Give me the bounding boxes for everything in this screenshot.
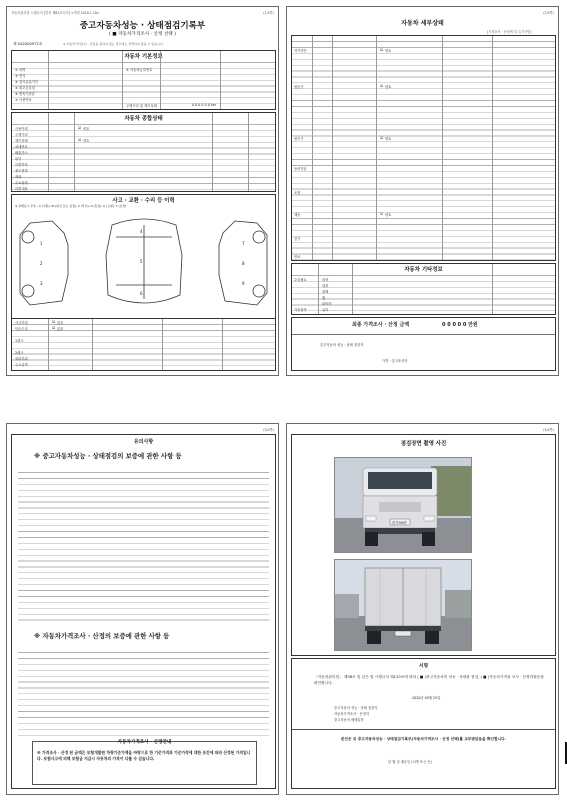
accident-field-label: 외판부위 — [15, 357, 28, 361]
detail-group-label: 제동 — [294, 213, 301, 217]
general-field-label: 계기상태 — [15, 139, 28, 143]
buyer-sign-line: 년 월 일 매수인 (서명 또는 인) — [388, 760, 432, 764]
signer-label: 가격 · 중고조사자 — [382, 359, 408, 363]
good-label: 양호 — [83, 127, 90, 131]
document-number: 제 042000972호 — [13, 42, 43, 46]
detail-status-table — [291, 35, 556, 261]
other-field-label: 휠 — [322, 296, 326, 300]
other-field-label: 기본품목 — [294, 308, 307, 312]
page-number: (2/4쪽) — [543, 11, 554, 15]
car-diagram — [12, 215, 275, 315]
final-price-title: 최종 가격조사 · 산정 금액 — [352, 322, 410, 328]
detail-status-title: 자동차 세부상태 — [401, 20, 444, 27]
other-field-label: 내장 — [322, 284, 329, 288]
panel-number: 7 — [242, 241, 245, 246]
basic-field-label: ⑤ 최초등록일 — [15, 86, 35, 90]
checked-box-icon: ☑ — [52, 320, 56, 324]
other-info-section — [291, 263, 556, 315]
mileage-value: 0 0 0 0 0 0 km — [192, 103, 216, 107]
section-heading: ※ 자동차가격조사 · 산정의 보증에 관한 사항 등 — [34, 632, 170, 640]
accident-field-label: 단순수리 — [15, 327, 28, 331]
signer-label: 자동차가격조사 · 산정자 — [334, 712, 369, 716]
receipt-confirmation: 본인은 위 중고자동차성능 · 상태점검기록부(자동차가격조사 · 산정 선택)를 교부받았음을 확인합니다. — [340, 737, 507, 741]
truck-rear-photo — [334, 559, 472, 651]
detail-legend: [가격조사 · 산정액 및 특기사항] — [487, 30, 532, 34]
detail-group-label: 동력전달 — [294, 167, 307, 171]
detail-group-label: 연료 — [294, 255, 301, 259]
general-field-label: 배출가스 — [15, 151, 28, 155]
panel-number: 5 — [140, 259, 143, 264]
photo-box — [291, 434, 556, 656]
other-field-label: 유리 — [322, 308, 329, 312]
paragraph-block — [18, 467, 269, 625]
signature-box — [291, 658, 556, 789]
panel-number: 8 — [242, 261, 245, 266]
signer-label: 중고자동차 성능 · 상태 점검자 — [320, 343, 364, 347]
general-field-label: 주요옵션 — [15, 181, 28, 185]
general-field-label: 사용이력 — [15, 127, 28, 131]
panel-number: 6 — [140, 291, 143, 296]
accident-table — [12, 318, 275, 370]
accident-field-label: 1랭크 — [15, 339, 24, 343]
signature-text: 「자동차관리법」 제58조 및 같은 법 시행규칙 제120조에 따라 ( ■ )중고자동차의 성능 · 상태를 점검, ( ■ )자동차가격을 조사 · 산정하였음을 확인합니다. — [314, 675, 544, 685]
accident-history-title: 사고 · 교환 · 수리 등 이력 — [112, 198, 175, 204]
signer-label: 중고자동차 매매업자 — [334, 718, 364, 722]
good-label: 양호 — [83, 139, 90, 143]
page-title: 중고자동차성능 · 상태점검기록부 — [79, 21, 206, 31]
signer-label: 중고자동차 성능 · 상태 점검자 — [334, 706, 378, 710]
general-status-section — [11, 112, 276, 192]
general-field-label: 용도변경 — [15, 169, 28, 173]
form-page-1 — [6, 6, 279, 376]
good-label: 양호 — [385, 49, 392, 53]
notice-page-3 — [6, 423, 279, 795]
price-notice-box — [32, 741, 257, 785]
price-notice-text: ※ 가격조사 · 산정 된 금액은 보험개발원 차량기준가액을 바탕으로 한 기준가격과 기준가격에 대한 조건에 따라 산정된 가격입니다. 보험사고에 의해 보험금 지급시 자동차의 가격이 다를 수 있습니다. — [37, 750, 251, 761]
panel-number: 2 — [40, 261, 43, 266]
car-side-left-outline — [20, 221, 68, 305]
checked-box-icon: ☑ — [380, 212, 384, 216]
panel-number: 3 — [40, 281, 43, 286]
basic-info-section — [11, 50, 276, 110]
basic-field-label: ⑥ 변속기종류 — [15, 92, 35, 96]
mileage-label: 주행거리 및 계기상태 — [126, 104, 157, 108]
accident-field-label: 사고이력 — [15, 321, 28, 325]
good-label: 양호 — [385, 137, 392, 141]
basic-field-label: ② 자동차등록번호 — [126, 68, 153, 72]
basic-field-label: ③ 연식 — [15, 74, 26, 78]
basic-field-label: ⑦ 사용연료 — [15, 98, 32, 102]
other-field-label: 광택 — [322, 290, 329, 294]
general-status-title: 자동차 종합상태 — [12, 114, 275, 122]
page-header-left: 자동차관리법 시행규칙 [별지 제82호서식] <개정 2018.1.18> — [11, 11, 100, 15]
panel-number: 4 — [140, 229, 143, 234]
signature-title: 서명 — [418, 664, 429, 669]
section-heading: ※ 중고자동차성능 · 상태점검의 보증에 관한 사항 등 — [34, 452, 182, 460]
basic-field-label: ④ 검사유효기간 — [15, 80, 39, 84]
other-field-label: 타이어 — [322, 302, 332, 306]
general-field-label: 튜닝 — [15, 157, 22, 161]
detail-group-label: 조향 — [294, 191, 301, 195]
general-field-label: 색상 — [15, 175, 22, 179]
accident-history-section — [11, 194, 276, 371]
checked-box-icon: ☑ — [380, 84, 384, 88]
checked-box-icon: ☑ — [52, 326, 56, 330]
accident-field-label: 2랭크 — [15, 351, 24, 355]
checked-box-icon: ☑ — [78, 138, 82, 142]
basic-info-title: 자동차 기본정보 — [12, 52, 275, 60]
other-field-label: 수리필요 — [294, 278, 307, 282]
accident-note: ※ 상태표시 부호 : X (교환), W (판금 또는 용접), C (부식), A (흠집), U (요철), T (손상) — [15, 204, 127, 208]
page-number: (4/4쪽) — [543, 428, 554, 432]
good-label: 양호 — [385, 85, 392, 89]
no-label: 없음 — [57, 327, 64, 331]
accident-field-label: 주요골격 — [15, 363, 28, 367]
paragraph-block — [18, 647, 269, 737]
selection-note: ※ 자동차가격조사 · 산정을 원하지 않는 경우에는 선택하지 않을 수 있습니다. — [63, 42, 164, 46]
checked-box-icon: ☑ — [380, 136, 384, 140]
photo-section-title: 점검장면 촬영 사진 — [400, 441, 447, 447]
final-price-section — [291, 317, 556, 371]
detail-group-label: 변속기 — [294, 137, 304, 141]
notes-title: 유의사항 — [133, 439, 154, 445]
truck-rear-image — [335, 560, 471, 650]
notes-box — [11, 434, 276, 789]
license-plate-text: 경기90바 — [391, 520, 407, 525]
detail-group-label: 전기 — [294, 237, 301, 241]
panel-number: 1 — [40, 241, 43, 246]
panel-number: 9 — [242, 281, 245, 286]
page-number: (3/4쪽) — [263, 428, 274, 432]
general-field-label: 특별이력 — [15, 163, 28, 167]
final-price-value: 0 0 0 0 0 만원 — [442, 322, 478, 328]
checked-box-icon: ☑ — [380, 48, 384, 52]
good-label: 양호 — [385, 213, 392, 217]
no-label: 없음 — [57, 321, 64, 325]
photo-page-4 — [286, 423, 559, 795]
other-info-title: 자동차 기타정보 — [292, 265, 555, 273]
signature-date: 2020년 05월 25일 — [412, 696, 441, 700]
price-notice-title: 자동차가격조사 · 산정안내 — [117, 740, 172, 745]
general-field-label: 주행거리 — [15, 133, 28, 137]
detail-group-label: 자기진단 — [294, 49, 307, 53]
page-number: (1/4쪽) — [263, 11, 274, 15]
truck-front-image — [335, 458, 471, 552]
truck-front-photo — [334, 457, 472, 553]
basic-field-label: ① 차명 — [15, 68, 26, 72]
page-subtitle: ( ■ 자동차가격조사 · 산정 선택 ) — [109, 32, 176, 37]
general-field-label: 차대번호 — [15, 145, 28, 149]
form-page-2 — [286, 6, 559, 376]
detail-group-label: 원동기 — [294, 85, 304, 89]
other-field-label: 외장 — [322, 278, 329, 282]
checked-box-icon: ☑ — [78, 126, 82, 130]
general-field-label: 리콜대상 — [15, 187, 28, 191]
